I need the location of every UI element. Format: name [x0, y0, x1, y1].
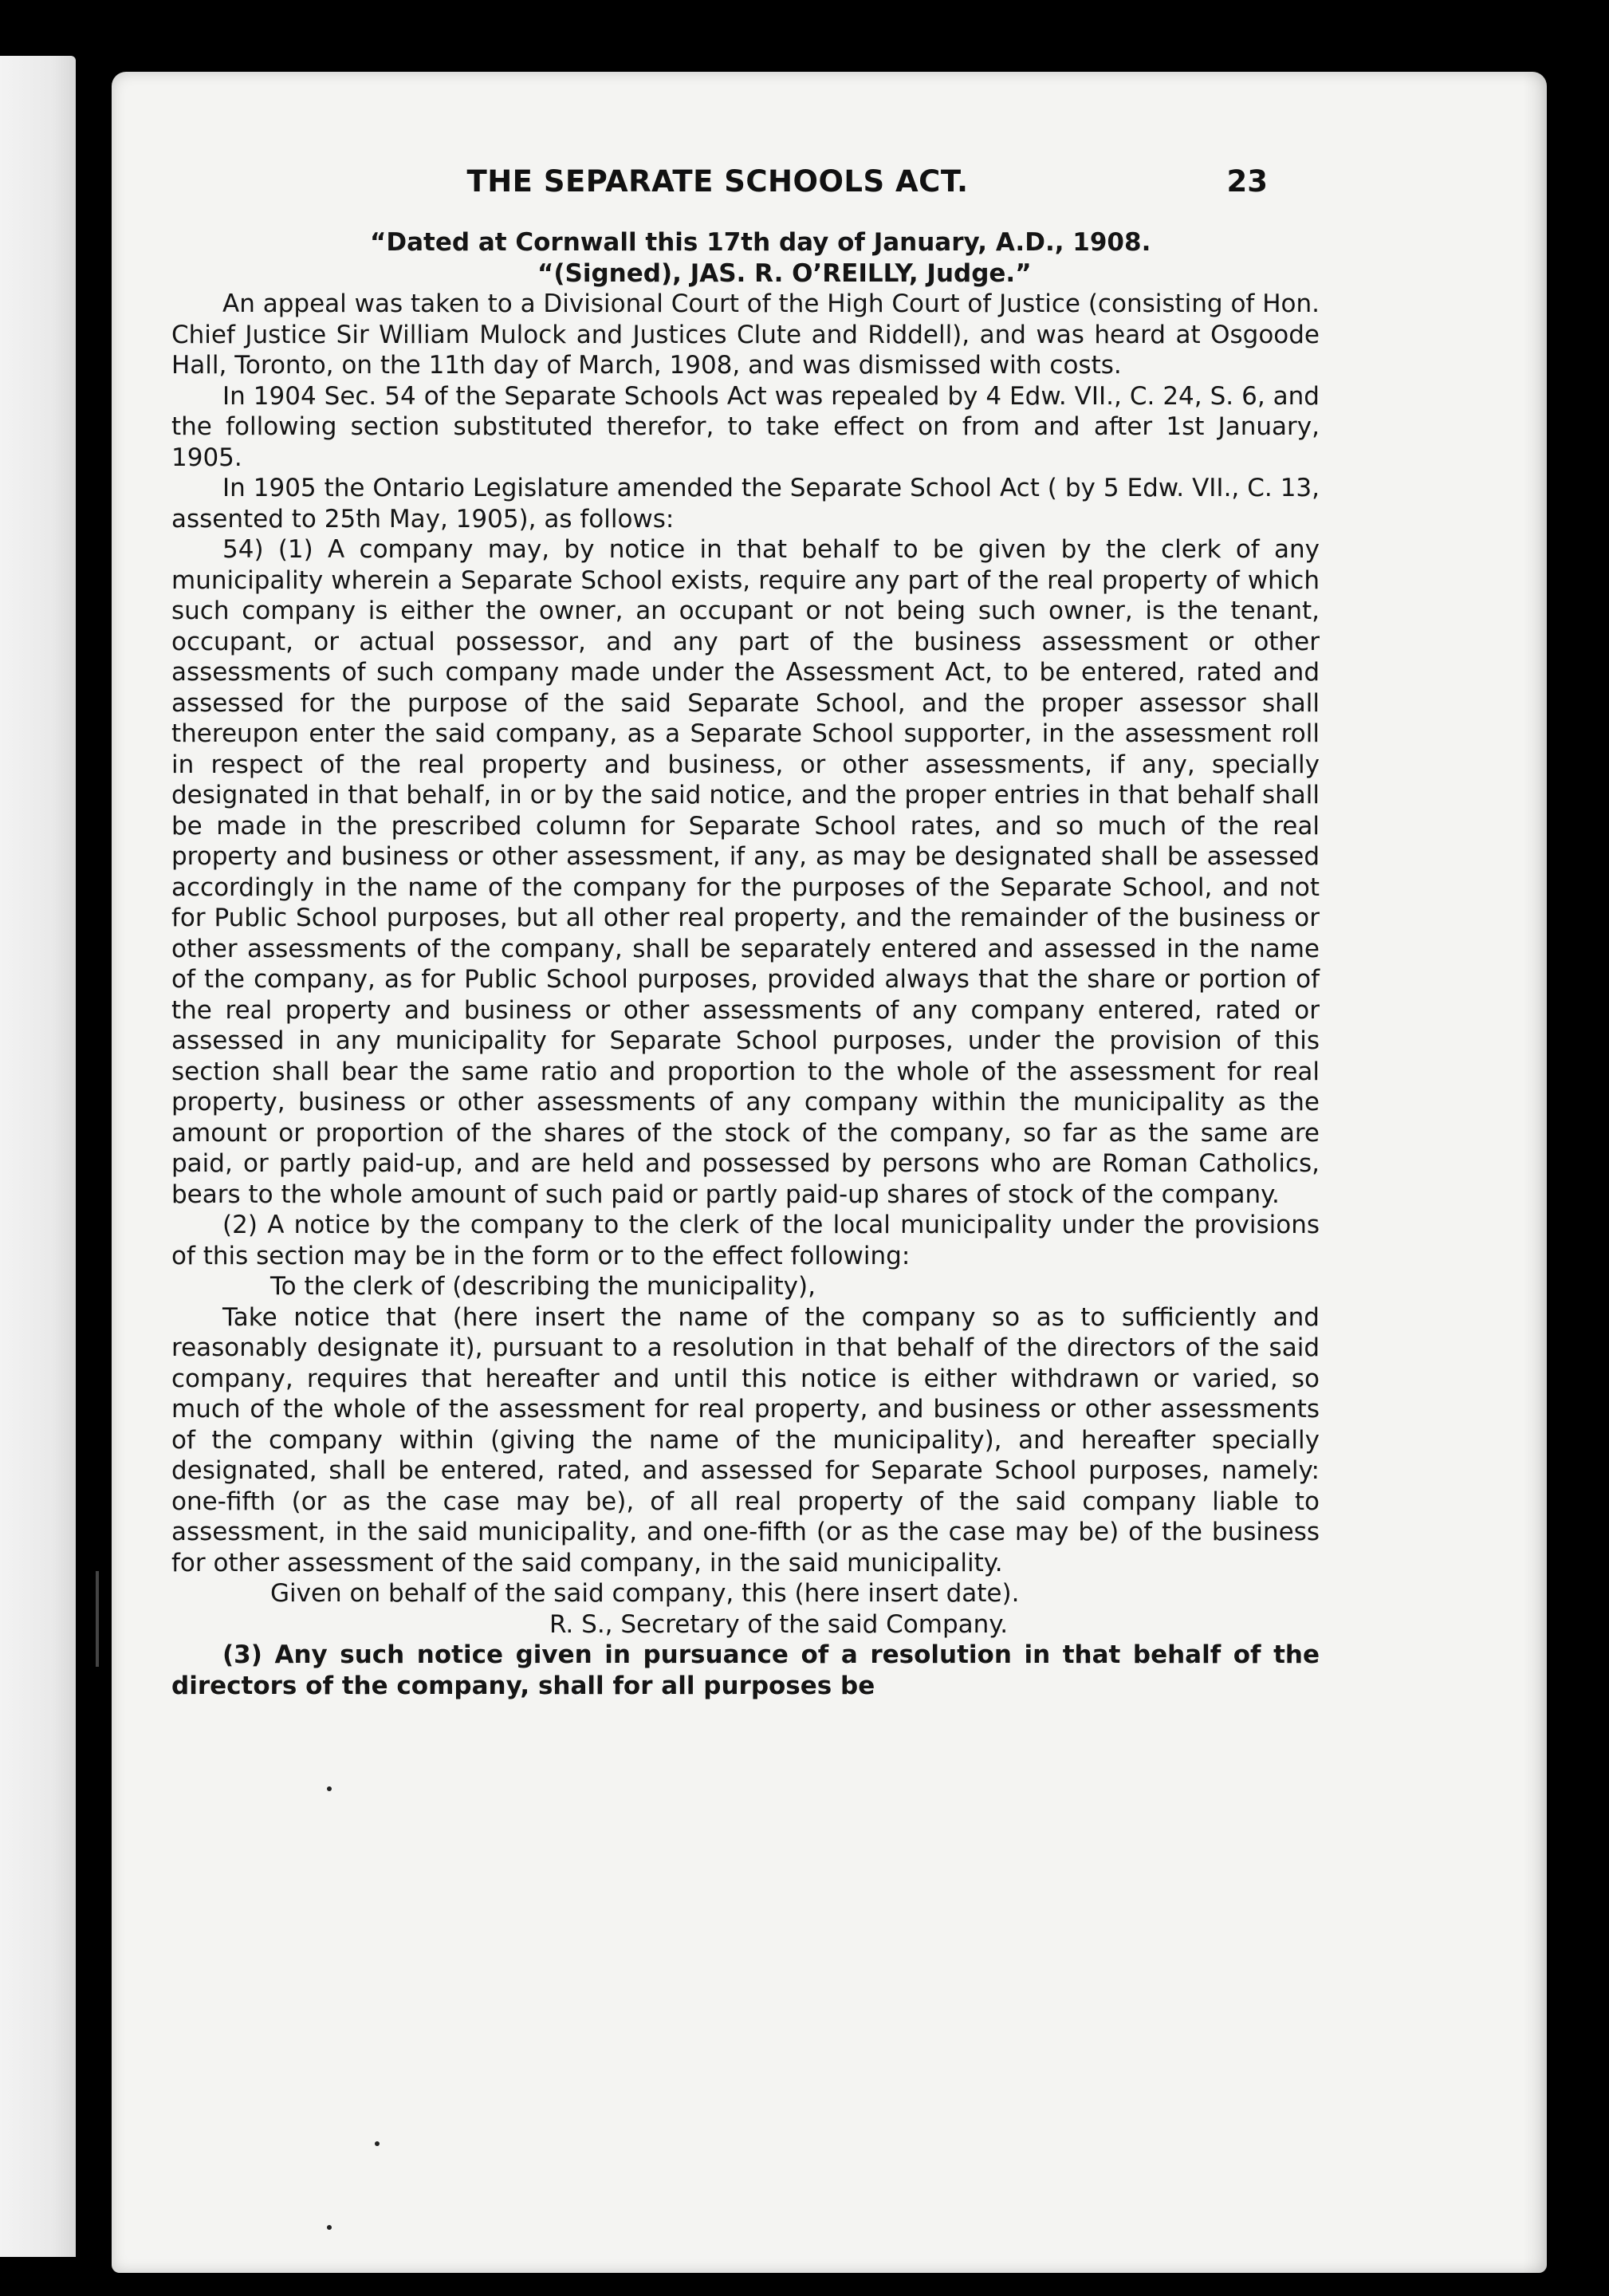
paragraph: In 1905 the Ontario Legislature amended the Separate School Act ( by 5 Edw. VII., C. 13, assented to 25th May, 1905), as follows:: [171, 474, 1320, 534]
signed-line: “(Signed), JAS. R. O’REILLY, Judge.”: [537, 258, 1032, 288]
running-title: THE SEPARATE SCHOOLS ACT.: [466, 164, 969, 199]
paragraph: 54) (1) A company may, by notice in that behalf to be given by the clerk of any municipality wherein a Separate School exists, require any part of the real property of which such company is either the owner, an occupant or not being such owner, is the tenant, occupant, or actual possessor, and any part of the business assessment or other assessments of such company made under the Assessment Act, to be entered, rated and assessed for the purpose of the said Separate School, and the proper assessor shall thereupon enter the said company, as a Separate School supporter, in the assessment roll in respect of the real property and business, or other assessments, if any, specially designated in that behalf, in or by the said notice, and the proper entries in that behalf shall be made in the prescribed column for Separate School rates, and so much of the real property and business or other assessment, if any, as may be designated shall be assessed accordingly in the name of the company for the purposes of the Separate School, and not for Public School purposes, but all other real property, and the remainder of the business or other assessments of the company, shall be separately entered and assessed in the name of the company, as for Public School purposes, provided always that the share or portion of the real property and business or other assessments of any company entered, rated or assessed in any municipality for Separate School purposes, under the provision of this section shall bear the same ratio and proportion to the whole of the assessment for real property, business or other assessments of any company within the municipality as the amount or proportion of the shares of the stock of the company, so far as the same are paid, or partly paid-up, and are held and possessed by persons who are Roman Catholics, bears to the whole amount of such paid or partly paid-up shares of stock of the company.: [171, 535, 1320, 1209]
paragraph: An appeal was taken to a Divisional Court of the High Court of Justice (consisting of Hon. Chief Justice Sir William Mulock and Justices Clute and Riddell), and was heard at Osgoode Hall, Toronto, on the 11th day of March, 1908, and was dismissed with costs.: [171, 289, 1320, 380]
page-shadow-edge: [1523, 72, 1547, 2273]
speck: [327, 2225, 332, 2230]
adjacent-page-edge: [0, 56, 76, 2257]
page-number: 23: [1226, 164, 1268, 199]
paragraph: In 1904 Sec. 54 of the Separate Schools Act was repealed by 4 Edw. VII., C. 24, S. 6, and the following section substituted therefor, to take effect on from and after 1st January, 1905.: [171, 381, 1320, 472]
binding-mark: [96, 1571, 99, 1667]
speck: [327, 1786, 332, 1791]
form-paragraph: Take notice that (here insert the name of the company so as to sufficiently and reasonably designate it), pursuant to a resolution in that behalf of the directors of the said company, requires that hereafter and until this notice is either withdrawn or varied, so much of the whole of the assessment for real property, and business or other assessments of the company within (giving the name of the municipality), and hereafter specially designated, shall be entered, rated, and assessed for Separate School purposes, namely: one-fifth (or as the case may be), of all real property of the said company liable to assessment, in the said municipality, and one-fifth (or as the case may be) of the business for other assessment of the said company, in the said municipality.: [171, 1302, 1320, 1577]
document-body: [171, 227, 1320, 1701]
given-line: Given on behalf of the said company, this (here insert date).: [270, 1579, 1020, 1608]
page-header: [159, 164, 1276, 207]
speck: [375, 2141, 380, 2146]
signature-line: R. S., Secretary of the said Company.: [549, 1609, 1009, 1639]
dated-line: “Dated at Cornwall this 17th day of January, A.D., 1908.: [370, 228, 1151, 257]
final-paragraph: (3) Any such notice given in pursuance of a resolution in that behalf of the directors of the company, shall for all purposes be: [171, 1640, 1320, 1700]
form-heading: To the clerk of (describing the municipality),: [270, 1272, 816, 1301]
paragraph: (2) A notice by the company to the clerk of the local municipality under the provisions of this section may be in the form or to the effect following:: [171, 1211, 1320, 1270]
